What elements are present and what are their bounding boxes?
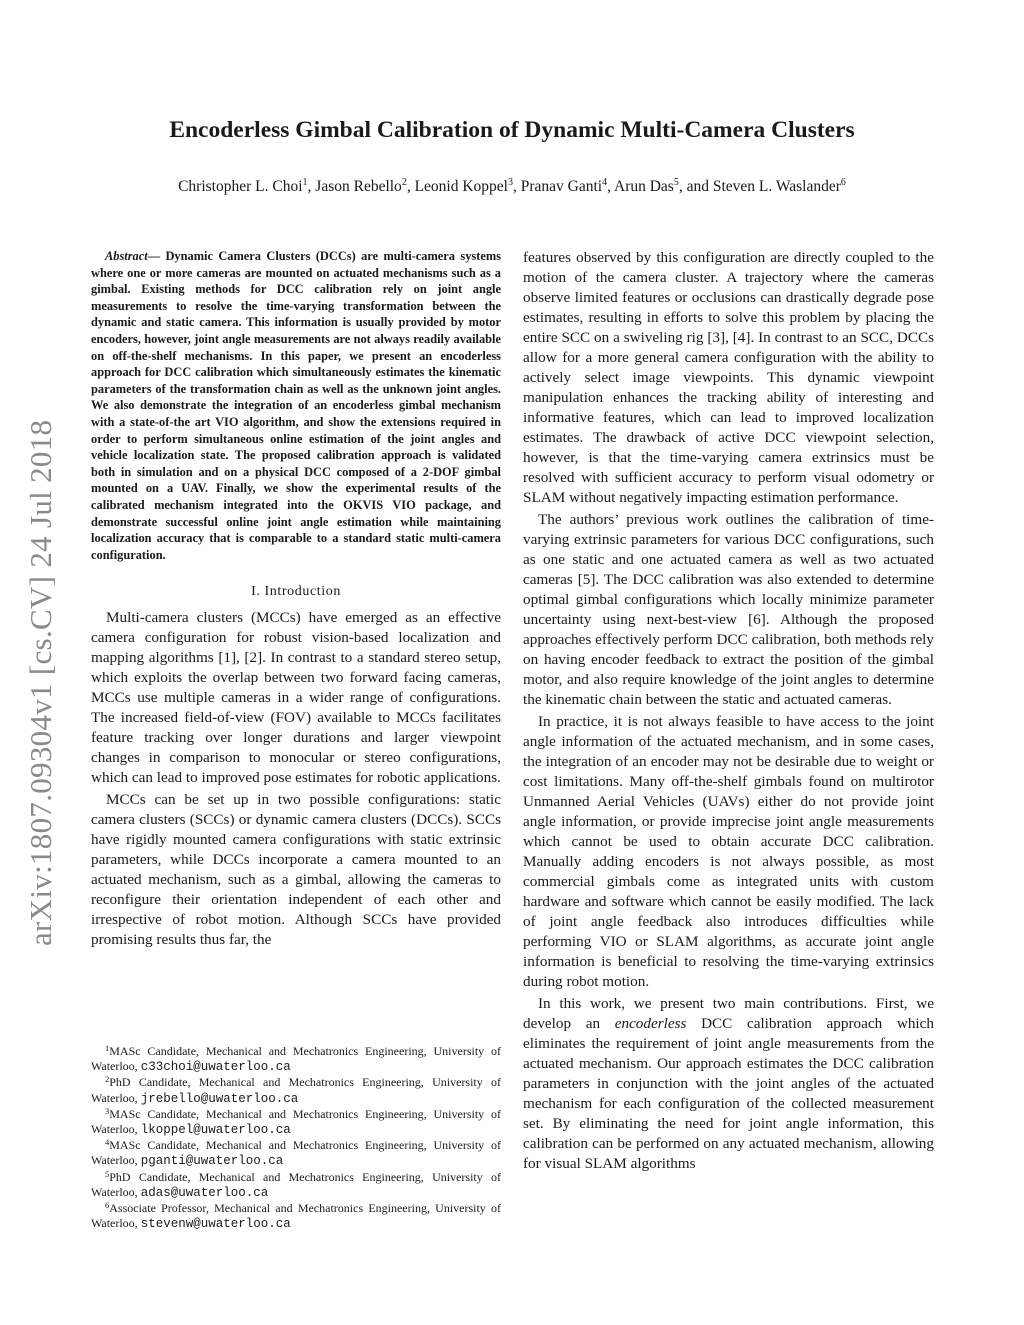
affiliation-mark: 6: [840, 177, 846, 188]
author-list: [0, 178, 1024, 196]
author-name: Leonid Koppel: [414, 178, 508, 195]
arxiv-identifier: arXiv:1807.09304v1 [cs.CV] 24 Jul 2018: [23, 419, 58, 946]
footnote-text: MASc Candidate, Mechanical and Mechatronics Engineering, University of Waterloo,: [91, 1044, 501, 1074]
footnote: [91, 1201, 501, 1232]
footnote: [91, 1170, 501, 1201]
abstract-text: Dynamic Camera Clusters (DCCs) are multi-camera systems where one or more cameras are mounted on actuated mechanisms such as a gimbal. Existing methods for DCC calibration rely on joint angle measurements to resolve the time-varying transformation between the dynamic and static camera. This information is usually provided by motor encoders, however, joint angle measurements are not always readily available on off-the-shelf mechanisms. In this paper, we present an encoderless approach for DCC calibration which simultaneously estimates the kinematic parameters of the transformation chain as well as the unknown joint angles. We also demonstrate the integration of an encoderless gimbal mechanism with a state-of-the art VIO algorithm, and show the extensions required in order to perform simultaneous online estimation of the joint angles and vehicle localization state. The proposed calibration approach is validated both in simulation and on a physical DCC composed of a 2-DOF gimbal mounted on a UAV. Finally, we show the experimental results of the calibrated mechanism integrated into the OKVIS VIO package, and demonstrate successful online joint angle estimation while maintaining localization accuracy that is comparable to a standard static multi-camera configuration.: [91, 249, 501, 562]
footnote-text: Associate Professor, Mechanical and Mechatronics Engineering, University of Waterloo,: [91, 1201, 501, 1231]
footnote-text: PhD Candidate, Mechanical and Mechatronics Engineering, University of Waterloo,: [91, 1169, 501, 1199]
footnote: [91, 1075, 501, 1106]
footnote-email: pganti@uwaterloo.ca: [140, 1154, 284, 1169]
footnote: [91, 1044, 501, 1075]
right-column: [523, 248, 934, 1176]
footnote-mark: 6: [105, 1200, 110, 1211]
body-paragraph: [523, 994, 934, 1174]
author-name: Arun Das: [614, 178, 674, 195]
footnotes: [91, 1044, 501, 1232]
affiliation-mark: 1: [302, 177, 308, 188]
author-separator: , and: [678, 178, 713, 195]
author-name: Jason Rebello: [315, 178, 402, 195]
section-heading-introduction: I. Introduction: [251, 584, 341, 600]
abstract: [91, 248, 501, 563]
footnote-text: MASc Candidate, Mechanical and Mechatronics Engineering, University of Waterloo,: [91, 1138, 501, 1168]
abstract-label: Abstract: [105, 249, 148, 263]
left-column: [91, 248, 501, 952]
footnote-email: stevenw@uwaterloo.ca: [140, 1217, 291, 1232]
author-name: Christopher L. Choi: [178, 178, 303, 195]
affiliation-mark: 2: [401, 177, 407, 188]
author-separator: ,: [406, 178, 415, 195]
author-separator: ,: [307, 178, 316, 195]
footnote-mark: 4: [105, 1137, 110, 1148]
affiliation-mark: 5: [673, 177, 679, 188]
paper-title: Encoderless Gimbal Calibration of Dynamic Multi-Camera Clusters: [169, 117, 855, 143]
paragraph-text: DCC calibration approach which eliminates the requirement of joint angle measurements from the actuated mechanism. Our approach estimates the DCC calibration parameters in conjunction with the joint angles of the actuated mechanism for each configuration of the collected measurement set. By eliminating the need for joint angle information, this calibration can be performed on any actuated mechanism, allowing for visual SLAM algorithms: [523, 1015, 934, 1172]
footnote: [91, 1138, 501, 1169]
body-paragraph: In practice, it is not always feasible to have access to the joint angle information of the actuated mechanism, and in some cases, the integration of an encoder may not be desirable due to weight or cost limitations. Many off-the-shelf gimbals found on multirotor Unmanned Aerial Vehicles (UAVs) either do not provide joint angle information, or provide imprecise joint angle measurements which cannot be used to obtain accurate DCC calibration. Manually adding encoders is not always possible, as most commercial gimbals come as integrated units with custom hardware and software which cannot be easily modified. The lack of joint angle feedback also introduces difficulties while performing VIO or SLAM algorithms, as accurate joint angle information is beneficial to resolving the time-varying extrinsics during robot motion.: [523, 713, 934, 990]
author-separator: ,: [607, 178, 614, 195]
body-paragraph: features observed by this configuration are directly coupled to the motion of the camera cluster. A trajectory where the cameras observe limited features or occlusions can drastically degrade pose estimates, resulting in efforts to solve this problem by placing the entire SCC on a swiveling rig [3], [4]. In contrast to an SCC, DCCs allow for a more general camera configuration with the ability to actively select image viewpoints. This dynamic viewpoint manipulation enhances the tracking ability of interesting and informative features, which can lead to improved localization estimates. The drawback of active DCC viewpoint selection, however, is that the time-varying camera extrinsics must be resolved with sufficient accuracy to perform visual odometry or SLAM without negatively impacting estimation performance.: [523, 249, 934, 506]
footnote-mark: 5: [105, 1168, 110, 1179]
footnote-mark: 3: [105, 1105, 110, 1116]
footnote-mark: 1: [105, 1043, 110, 1053]
affiliation-mark: 3: [507, 177, 513, 188]
footnote-text: PhD Candidate, Mechanical and Mechatronics Engineering, University of Waterloo,: [91, 1075, 501, 1105]
abstract-dash: —: [147, 249, 166, 263]
body-paragraph: Multi-camera clusters (MCCs) have emerged as an effective camera configuration for robust vision-based localization and mapping algorithms [1], [2]. In contrast to a standard stereo setup, which exploits the overlap between two forward facing cameras, MCCs use multiple cameras in a wider range of configurations. The increased field-of-view (FOV) available to MCCs facilitates feature tracking over longer durations and larger viewpoint changes in comparison to monocular or stereo configurations, which can lead to improved pose estimates for robotic applications.: [91, 609, 501, 787]
author-separator: ,: [512, 178, 521, 195]
body-paragraph: MCCs can be set up in two possible configurations: static camera clusters (SCCs) or dynamic camera clusters (DCCs). SCCs have rigidly mounted camera configurations with static extrinsic parameters, while DCCs incorporate a camera mounted to an actuated mechanism, such as a gimbal, allowing the cameras to reconfigure their orientation independent of each other and irrespective of robot motion. Although SCCs have provided promising results thus far, the: [91, 791, 501, 949]
footnote-email: c33choi@uwaterloo.ca: [140, 1060, 291, 1075]
footnote-email: lkoppel@uwaterloo.ca: [140, 1123, 291, 1138]
emphasis-text: encoderless: [614, 1015, 687, 1032]
paragraph-text: In this work, we present two main contributions. First, we develop an: [523, 995, 934, 1032]
footnote-email: adas@uwaterloo.ca: [140, 1185, 269, 1200]
footnote-email: jrebello@uwaterloo.ca: [140, 1091, 299, 1106]
footnote-mark: 2: [105, 1074, 110, 1085]
author-name: Pranav Ganti: [520, 178, 603, 195]
affiliation-mark: 4: [602, 177, 608, 188]
author-name: Steven L. Waslander: [712, 178, 841, 195]
footnote: [91, 1107, 501, 1138]
footnote-text: MASc Candidate, Mechanical and Mechatronics Engineering, University of Waterloo,: [91, 1106, 501, 1137]
body-paragraph: The authors’ previous work outlines the calibration of time-varying extrinsic parameters for various DCC configurations, such as one static and one actuated camera as well as two actuated cameras [5]. The DCC calibration was also extended to determine optimal gimbal configurations which locally minimize parameter uncertainty using next-best-view [6]. Although the proposed approaches effectively perform DCC calibration, both methods rely on having encoder feedback to extract the position of the gimbal motor, and also require knowledge of the joint angles to determine the kinematic chain between the static and actuated cameras.: [523, 511, 934, 708]
